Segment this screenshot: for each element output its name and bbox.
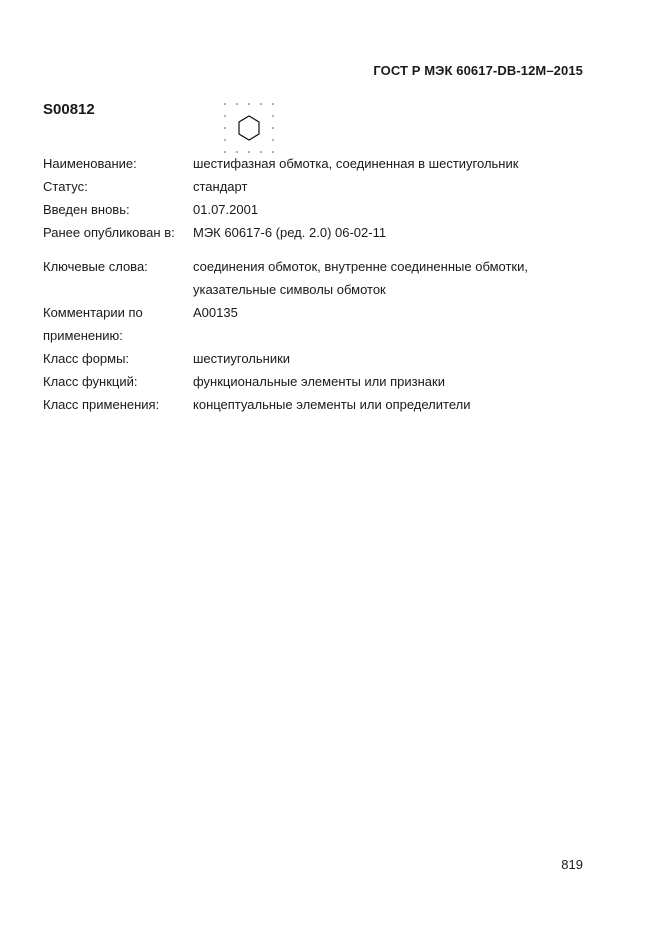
field-value: концептуальные элементы или определители (193, 397, 471, 412)
field-value: шестифазная обмотка, соединенная в шестиугольник (193, 156, 519, 171)
field-value: МЭК 60617-6 (ред. 2.0) 06-02-11 (193, 225, 387, 240)
field-label: применению: (43, 328, 123, 343)
field-value: указательные символы обмоток (193, 282, 386, 297)
field-label: Класс применения: (43, 397, 160, 412)
field-label: Класс функций: (43, 374, 138, 389)
field-value: функциональные элементы или признаки (193, 374, 445, 389)
field-value: стандарт (193, 179, 248, 194)
field-label: Комментарии по (43, 305, 143, 320)
field-label: Класс формы: (43, 351, 130, 366)
hexagon-winding-symbol-icon (222, 99, 278, 155)
field-label: Наименование: (43, 156, 137, 171)
field-label: Введен вновь: (43, 202, 130, 217)
field-label: Ранее опубликован в: (43, 225, 175, 240)
field-label: Ключевые слова: (43, 259, 148, 274)
field-value: шестиугольники (193, 351, 291, 366)
symbol-code: S00812 (43, 101, 95, 118)
field-value: A00135 (193, 305, 238, 320)
document-header: ГОСТ Р МЭК 60617-DB-12M–2015 (373, 63, 583, 78)
field-label: Статус: (43, 179, 88, 194)
field-value: 01.07.2001 (193, 202, 259, 217)
field-value: соединения обмоток, внутренне соединенные обмотки, (193, 259, 528, 274)
page-number: 819 (561, 857, 583, 872)
